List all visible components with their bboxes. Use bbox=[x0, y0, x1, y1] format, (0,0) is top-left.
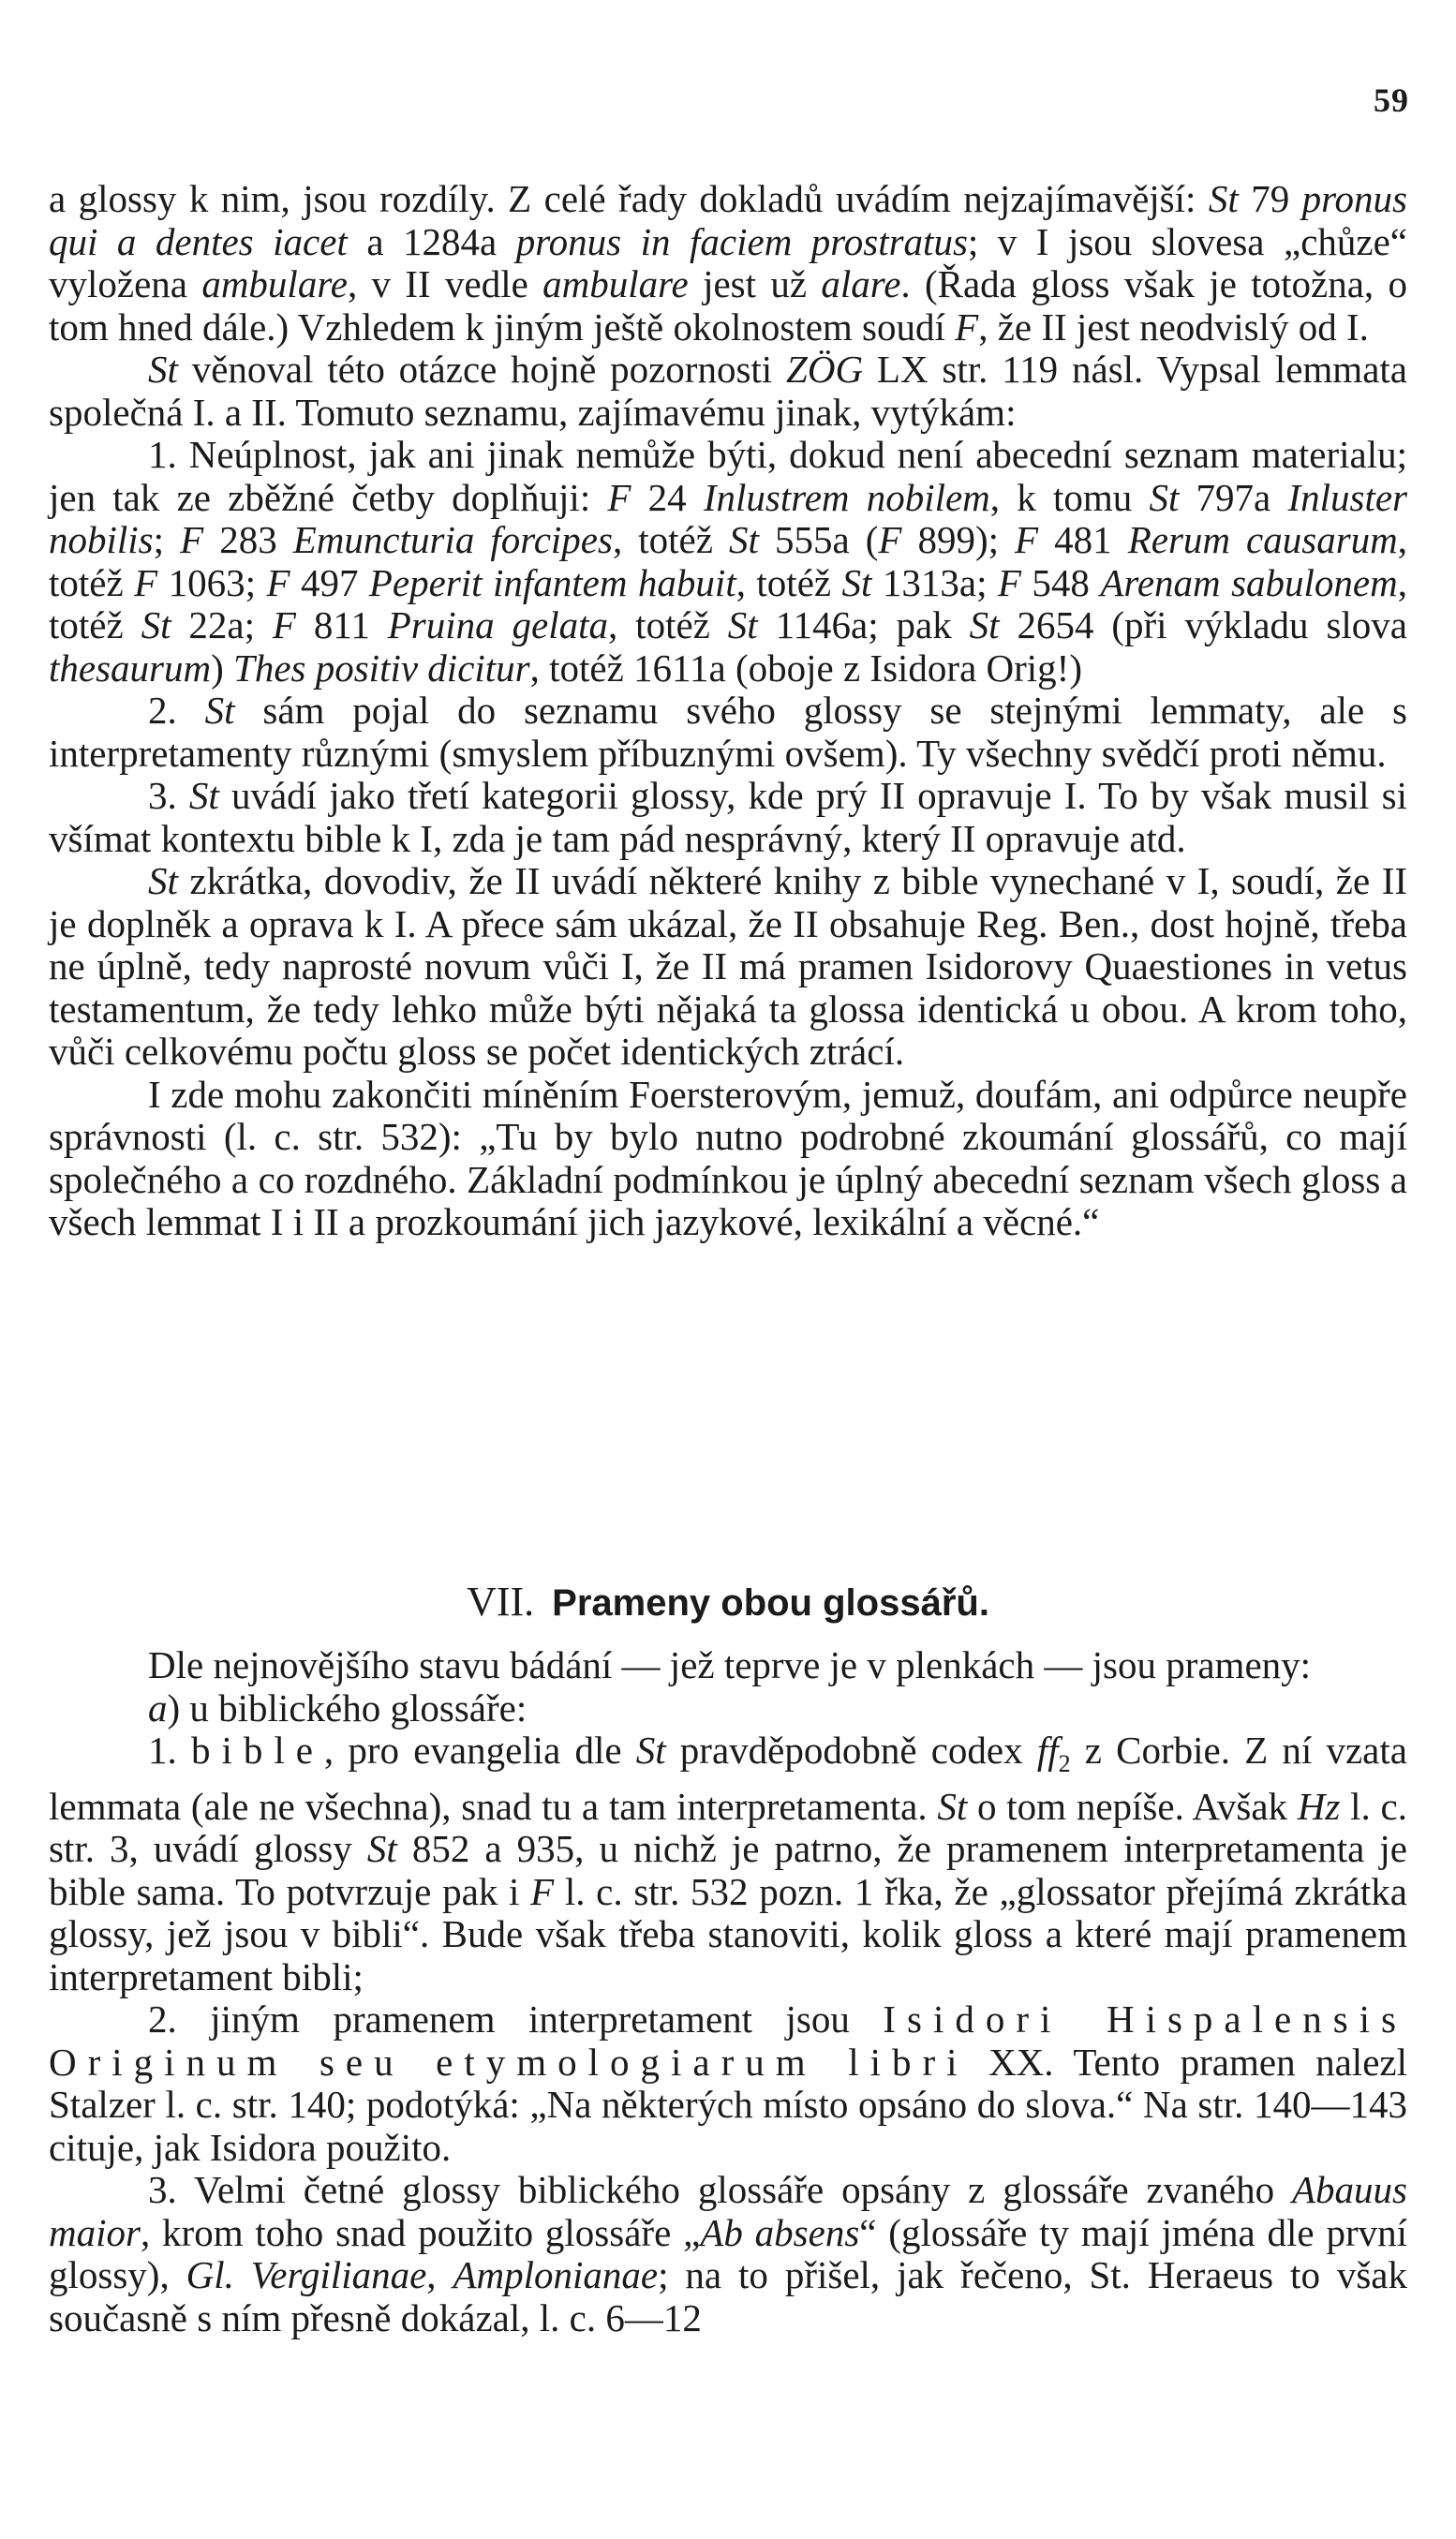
section-body-2 bbox=[49, 1644, 1407, 2339]
paragraph: Dle nejnovějšího stavu bádání — jež teprve je v plenkách — jsou prameny: bbox=[148, 1643, 1312, 1686]
paragraph: 3. Velmi četné glossy biblického glossáře opsány z glossáře zvaného Abauus maior, krom toho snad použito glossáře „Ab absens“ (glossáře ty mají jména dle první glossy), Gl. Vergilianae, Amplonianae; na to přišel, jak řečeno, St. Heraeus to však současně s ním přesně dokázal, l. c. 6—12 bbox=[49, 2168, 1408, 2339]
paragraph: I zde mohu zakončiti míněním Foersterovým, jemuž, doufám, ani odpůrce neupře správnosti (l. c. str. 532): „Tu by bylo nutno podrobné zkoumání glossářů, co mají společného a co rozdného. Základní podmínkou je úplný abecední seznam všech gloss a všech lemmat I i II a prozkoumání jich jazykové, lexikální a věcné.“ bbox=[49, 1072, 1407, 1243]
paragraph: St zkrátka, dovodiv, že II uvádí některé knihy z bible vynechané v I, soudí, že II je doplněk a oprava k I. A přece sám ukázal, že II obsahuje Reg. Ben., dost hojně, třeba ne úplně, tedy naprosté novum vůči I, že II má pramen Isidorovy Quaestiones in vetus testamentum, že tedy lehko může býti nějaká ta glossa identická u obou. A krom toho, vůči celkovému počtu gloss se počet identických ztrácí. bbox=[49, 859, 1407, 1073]
paragraph: 3. St uvádí jako třetí kategorii glossy, kde prý II opravuje I. To by však musil si všímat kontextu bible k I, zda je tam pád nesprávný, který II opravuje atd. bbox=[49, 774, 1407, 860]
paragraph: 1. bible, pro evangelia dle St pravděpodobně codex $ff_2$ z Corbie. Z ní vzata lemmata (ale ne všechna), snad tu a tam interpretamenta. St o tom nepíše. Avšak Hz l. c. str. 3, uvádí glossy St 852 a 935, u nichž je patrno, že pramenem interpretamenta je bible sama. To potvrzuje pak i F l. c. str. 532 pozn. 1 řka, že „glossator přejímá zkrátka glossy, jež jsou v bibli“. Bude však třeba stanoviti, kolik gloss a které mají pramenem interpretament bibli; bbox=[49, 1729, 1408, 1998]
page-number: 59 bbox=[1374, 82, 1409, 119]
section-title: Prameny obou glossářů. bbox=[552, 1582, 989, 1624]
section-number: VII. bbox=[467, 1579, 535, 1625]
paragraph: 2. jiným pramenem interpretament jsou Isidori Hispalensis Originum seu etymologiarum libri XX. Tento pramen nalezl Stalzer l. c. str. 140; podotýká: „Na některých místo opsáno do slova.“ Na str. 140—143 cituje, jak Isidora použito. bbox=[49, 1997, 1408, 2169]
section-heading bbox=[0, 1580, 1456, 1626]
paragraph: 2. St sám pojal do seznamu svého glossy se stejnými lemmaty, ale s interpretamenty různými (smyslem příbuznými ovšem). Ty všechny svědčí proti němu. bbox=[49, 689, 1407, 775]
paragraph: St věnoval této otázce hojně pozornosti ZÖG LX str. 119 násl. Vypsal lemmata společná I. a II. Tomuto seznamu, zajímavému jinak, vytýkám: bbox=[49, 348, 1407, 434]
paragraph: 1. Neúplnost, jak ani jinak nemůže býti, dokud není abecední seznam materialu; jen tak ze zběžné četby doplňuji: F 24 Inlustrem nobilem, k tomu St 797a Inluster nobilis; F 283 Emuncturia forcipes, totéž St 555a (F 899); F 481 Rerum causarum, totéž F 1063; F 497 Peperit infantem habuit, totéž St 1313a; F 548 Arenam sabulonem, totéž St 22a; F 811 Pruina gelata, totéž St 1146a; pak St 2654 (při výkladu slova thesaurum) Thes positiv dicitur, totéž 1611a (oboje z Isidora Orig!) bbox=[49, 433, 1408, 690]
paragraph: a glossy k nim, jsou rozdíly. Z celé řady dokladů uvádím nejzajímavější: St 79 pronus qui a dentes iacet a 1284a pronus in faciem prostratus; v I jsou slovesa „chůze“ vyložena ambulare, v II vedle ambulare jest už alare. (Řada gloss však je totožna, o tom hned dále.) Vzhledem k jiným ještě okolnostem soudí F, že II jest neodvislý od I. bbox=[49, 177, 1408, 349]
section-body-1 bbox=[49, 178, 1407, 1244]
paragraph: a) u biblického glossáře: bbox=[148, 1685, 527, 1730]
